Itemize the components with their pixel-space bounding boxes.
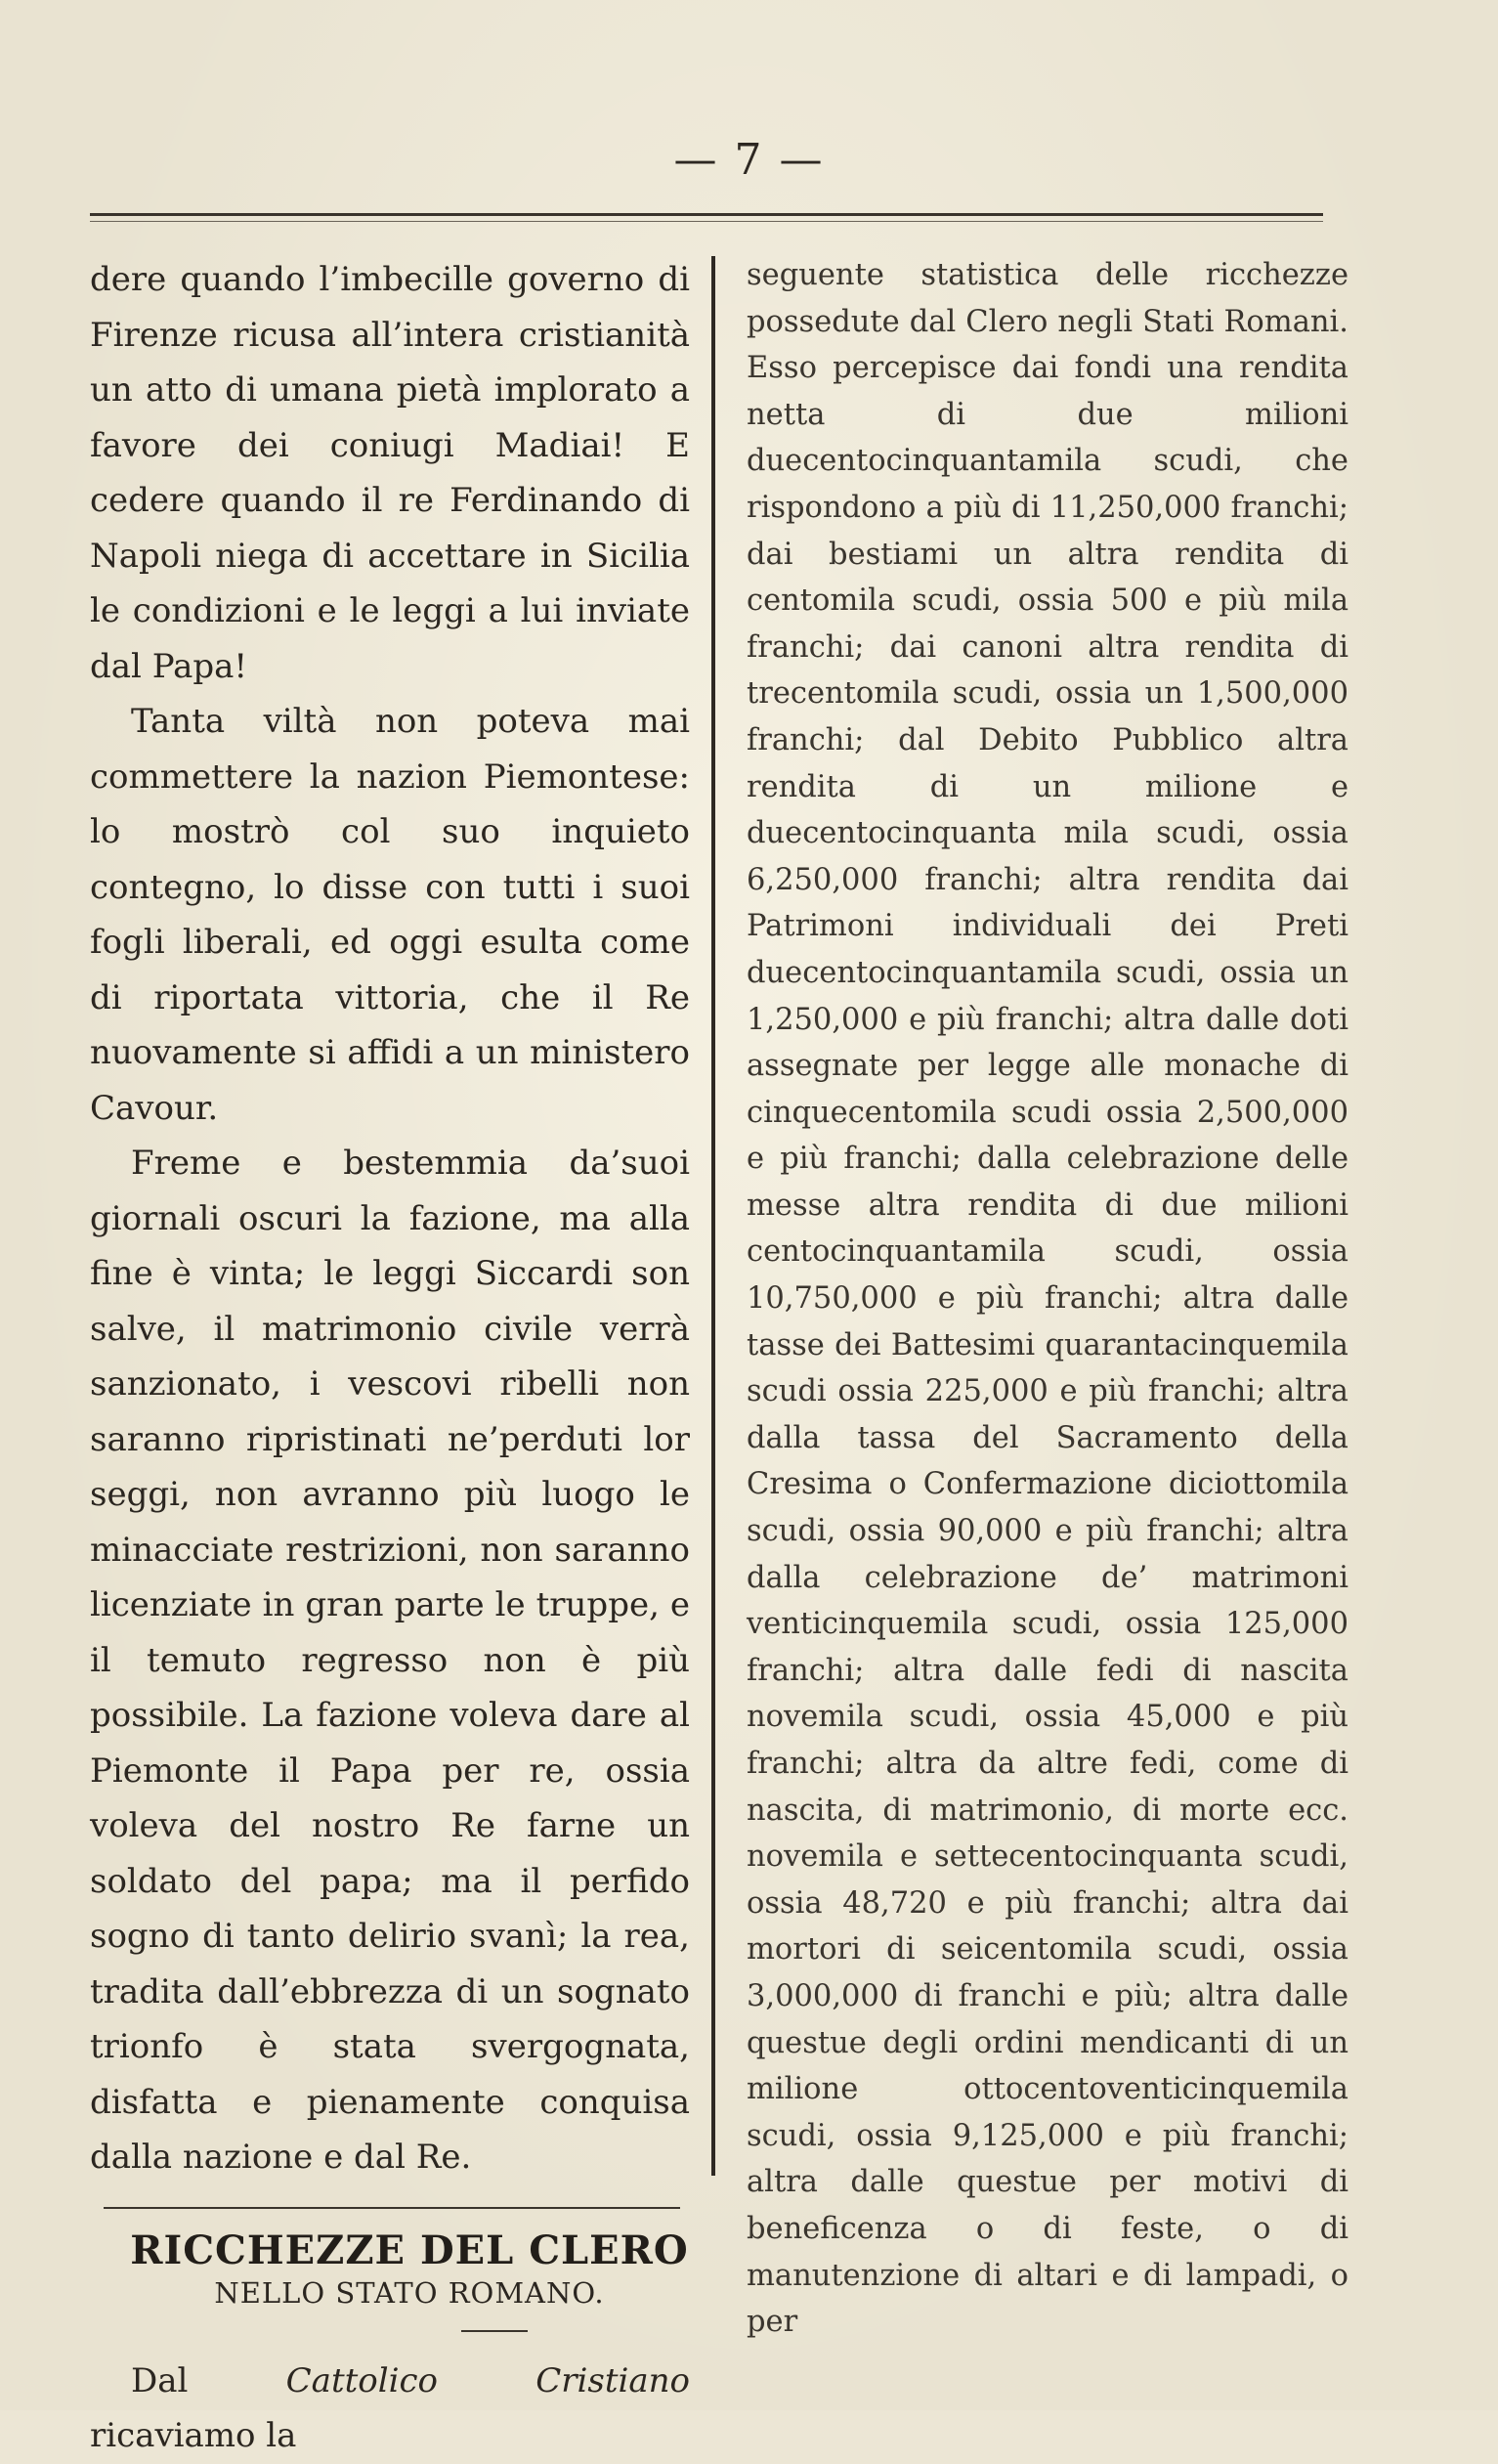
left-column <box>90 252 690 2464</box>
section-divider <box>104 2207 680 2209</box>
headline-short-rule <box>461 2330 528 2332</box>
page-number: — 7 — <box>673 135 825 185</box>
left-paragraph-1: dere quando l’imbecille governo di Firenze ricusa all’intera cristianità un atto di umana pietà implorato a favore dei coniugi Madiai! E cedere quando il re Ferdinando di Napoli niega di accettare in Sicilia le condizioni e le leggi a lui inviate dal Papa! <box>90 260 690 686</box>
column-divider <box>711 256 715 2176</box>
header-rule-thin <box>90 221 1323 222</box>
p4-end: ricaviamo la <box>90 2416 297 2455</box>
left-paragraph-4 <box>90 2354 690 2464</box>
article-headline: RICCHEZZE DEL CLERO <box>130 2226 689 2273</box>
right-column <box>747 252 1348 2346</box>
p4-start: Dal <box>131 2360 286 2400</box>
p4-source-title: Cattolico Cristiano <box>285 2360 690 2400</box>
left-paragraph-3: Freme e bestemmia da’suoi giornali oscuri la fazione, ma alla fine è vinta; le leggi Siccardi son salve, il matrimonio civile verrà sanzionato, i vescovi ribelli non saranno ripristinati ne’perduti lor seggi, non avranno più luogo le minacciate restrizioni, non saranno licenziate in gran parte le truppe, e il temuto regresso non è più possibile. La fazione voleva dare al Piemonte il Papa per re, ossia voleva del nostro Re farne un soldato del papa; ma il perfido sogno di tanto delirio svanì; la rea, tradita dall’ebbrezza di un sognato trionfo è stata svergognata, disfatta e pienamente conquisa dalla nazione e dal Re. <box>90 1144 690 2177</box>
left-paragraph-2: Tanta viltà non poteva mai commettere la nazion Piemontese: lo mostrò col suo inquieto contegno, lo disse con tutti i suoi fogli liberali, ed oggi esulta come di riportata vittoria, che il Re nuovamente si affidi a un ministero Cavour. <box>90 702 690 1128</box>
header-rule <box>90 213 1323 216</box>
article-subhead: NELLO STATO ROMANO. <box>214 2275 605 2310</box>
right-paragraph-1: seguente statistica delle ricchezze possedute dal Clero negli Stati Romani. Esso percepisce dai fondi una rendita netta di due milioni duecentocinquantamila scudi, che rispondono a più di 11,250,000 franchi; dai bestiami un altra rendita di centomila scudi, ossia 500 e più mila franchi; dai canoni altra rendita di trecentomila scudi, ossia un 1,500,000 franchi; dal Debito Pubblico altra rendita di un milione e duecentocinquanta mila scudi, ossia 6,250,000 franchi; altra rendita dai Patrimoni individuali dei Preti duecentocinquantamila scudi, ossia un 1,250,000 e più franchi; altra dalle doti assegnate per legge alle monache di cinquecentomila scudi ossia 2,500,000 e più franchi; dalla celebrazione delle messe altra rendita di due milioni centocinquantamila scudi, ossia 10,750,000 e più franchi; altra dalle tasse dei Battesimi quarantacinquemila scudi ossia 225,000 e più franchi; altra dalla tassa del Sacramento della Cresima o Confermazione diciottomila scudi, ossia 90,000 e più franchi; altra dalla celebrazione de’ matrimoni venticinquemila scudi, ossia 125,000 franchi; altra dalle fedi di nascita novemila scudi, ossia 45,000 e più franchi; altra da altre fedi, come di nascita, di matrimonio, di morte ecc. novemila e settecentocinquanta scudi, ossia 48,720 e più franchi; altra dai mortori di seicentomila scudi, ossia 3,000,000 di franchi e più; altra dalle questue degli ordini mendicanti di un milione ottocentoventicinquemila scudi, ossia 9,125,000 e più franchi; altra dalle questue per motivi di beneficenza o di feste, o di manutenzione di altari e di lampadi, o per <box>747 258 1348 2340</box>
